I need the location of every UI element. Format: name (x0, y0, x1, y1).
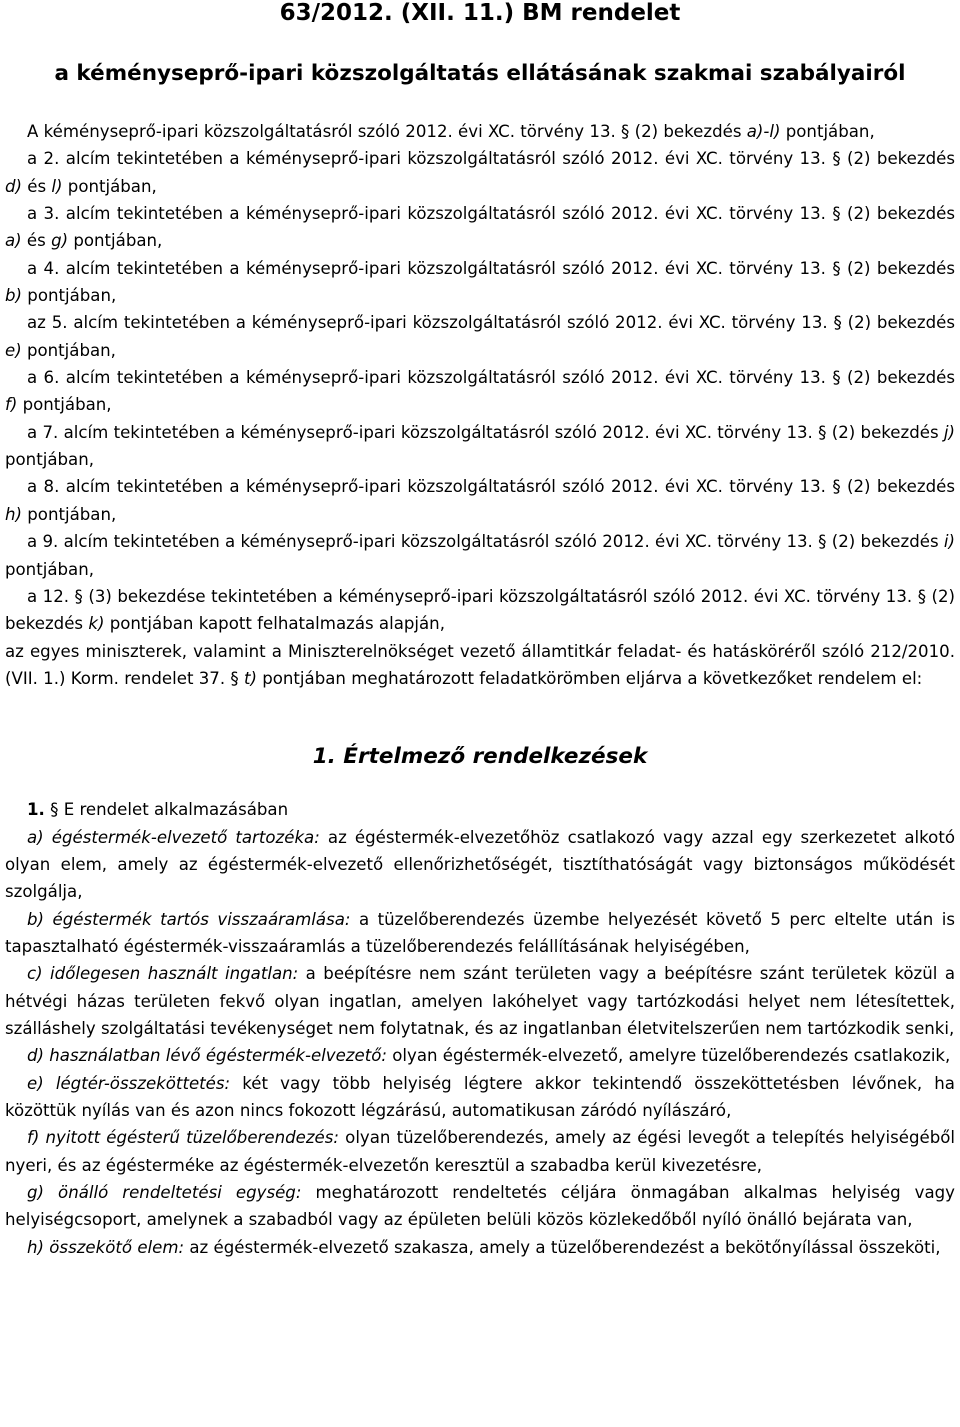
definition-term: a) égéstermék-elvezető tartozéka: (27, 827, 320, 847)
preamble (5, 118, 955, 692)
item-text: pontjában, (68, 231, 163, 251)
item-text: és (21, 231, 52, 251)
preamble-item (5, 419, 955, 474)
item-text: az 5. alcím tekintetében a kéményseprő-ipari közszolgáltatásról szóló 2012. évi XC. törvény 13. § (2) bekezdés (27, 313, 955, 333)
definition-term: g) önálló rendeltetési egység: (27, 1183, 302, 1203)
item-text: pontjában, (5, 450, 94, 470)
section-intro (5, 796, 955, 823)
item-text: a 2. alcím tekintetében a kéményseprő-ipari közszolgáltatásról szóló 2012. évi XC. törvény 13. § (2) bekezdés (27, 149, 955, 169)
item-text: a 3. alcím tekintetében a kéményseprő-ipari közszolgáltatásról szóló 2012. évi XC. törvény 13. § (2) bekezdés (27, 204, 955, 224)
point-reference: f) (5, 395, 18, 415)
definition-item (5, 1179, 955, 1234)
point-reference: g) (51, 231, 69, 251)
preamble-text: A kéményseprő-ipari közszolgáltatásról szóló 2012. évi XC. törvény 13. § (2) bekezdés (27, 122, 747, 141)
definition-text: két vagy több helyiség légtere akkor tekintendő összeköttetésben lévőnek, ha közöttük nyílás van és azon nincs fokozott légzárású, automatikusan záródó nyílászáró, (5, 1073, 955, 1120)
item-text: pontjában kapott felhatalmazás alapján, (104, 614, 445, 634)
item-text: pontjában, (5, 559, 94, 579)
item-text: a 12. § (3) bekezdése tekintetében a kéményseprő-ipari közszolgáltatásról szóló 2012. évi XC. törvény 13. § (2) bekezdés (5, 586, 955, 634)
definition-text: a beépítésre nem szánt területen vagy a beépítésre szánt területek közül a hétvégi házas területen fekvő olyan ingatlan, amelyen lakóhelyet vagy tartózkodási helyet nem létesítettek, szálláshely szolgáltatási tevékenységet nem folytatnak, és az ingatlanban életvitelszerűen nem tartózkodik senki, (5, 964, 955, 1038)
point-reference: l) (51, 176, 63, 196)
item-text: pontjában, (22, 286, 117, 306)
closing-text: pontjában meghatározott feladatkörömben eljárva a következőket rendelem el: (256, 668, 923, 688)
preamble-item (5, 200, 955, 255)
definition-term: h) összekötő elem: (27, 1237, 185, 1257)
document-title: 63/2012. (XII. 11.) BM rendelet (279, 0, 681, 26)
definition-item (5, 960, 955, 1042)
definition-term: c) időlegesen használt ingatlan: (27, 964, 299, 984)
preamble-item (5, 473, 955, 528)
definition-item (5, 906, 955, 961)
definition-term: f) nyitott égésterű tüzelőberendezés: (27, 1128, 339, 1148)
preamble-item (5, 364, 955, 419)
preamble-item (5, 528, 955, 583)
definition-item (5, 1042, 955, 1069)
definition-item (5, 824, 955, 906)
item-text: pontjában, (22, 504, 117, 524)
section-intro-text: § E rendelet alkalmazásában (44, 800, 289, 820)
point-reference: e) (5, 340, 22, 360)
definition-text: a tüzelőberendezés üzembe helyezését követő 5 perc elteltе után is tapasztalható égéstermék-visszaáramlás a tüzelőberendezés felállításának helyiségében, (5, 909, 956, 956)
definition-item (5, 1234, 955, 1261)
point-reference: a) (5, 231, 22, 251)
definition-text: az égéstermék-elvezetőhöz csatlakozó vagy azzal egy szerkezetet alkotó olyan elem, amely az égéstermék-elvezető ellenőrizhetőségét, tisztíthatóságát vagy biztonságos működését szolgálja, (5, 827, 955, 902)
definition-term: e) légtér-összeköttetés: (27, 1073, 231, 1093)
item-text: és (22, 176, 52, 196)
item-text: a 8. alcím tekintetében a kéményseprő-ipari közszolgáltatásról szóló 2012. évi XC. törvény 13. § (2) bekezdés (27, 477, 955, 497)
preamble-closing (5, 638, 955, 693)
definition-item (5, 1070, 955, 1125)
definitions-section (5, 796, 955, 1261)
preamble-item (5, 145, 955, 200)
point-reference: h) (5, 504, 22, 524)
preamble-paragraph (5, 118, 955, 145)
item-text: pontjában, (62, 176, 157, 196)
point-reference: d) (5, 176, 23, 196)
closing-text: az egyes miniszterek, valamint a Miniszterelnökséget vezető államtitkár feladat- és hatásköréről szóló 212/2010. (VII. 1.) Korm. rendelet 37. § (5, 641, 955, 688)
item-text: a 7. alcím tekintetében a kéményseprő-ipari közszolgáltatásról szóló 2012. évi XC. törvény 13. § (2) bekezdés (27, 422, 944, 442)
definition-text: meghatározott rendeltetés céljára önmagában alkalmas helyiség vagy helyiségcsoport, amelynek a szabadból vagy az épületen belüli közös közlekedőből nyíló önálló bejárata van, (5, 1183, 955, 1230)
preamble-text: pontjában, (780, 122, 875, 141)
item-text: pontjában, (21, 340, 116, 360)
point-reference: b) (5, 286, 23, 306)
item-text: a 9. alcím tekintetében a kéményseprő-ipari közszolgáltatásról szóló 2012. évi XC. törvény 13. § (2) bekezdés (27, 532, 944, 552)
document-subtitle: a kéményseprő-ipari közszolgáltatás ellátásának szakmai szabályairól (54, 61, 906, 86)
preamble-item (5, 583, 955, 638)
preamble-item (5, 255, 955, 310)
definition-text: az égéstermék-elvezető szakasza, amely a tüzelőberendezést a bekötőnyílással összeköti, (184, 1237, 941, 1257)
preamble-item (5, 309, 955, 364)
definition-term: b) égéstermék tartós visszaáramlása: (27, 909, 351, 929)
item-text: a 4. alcím tekintetében a kéményseprő-ipari közszolgáltatásról szóló 2012. évi XC. törvény 13. § (2) bekezdés (27, 258, 955, 278)
definition-term: d) használatban lévő égéstermék-elvezető: (27, 1046, 387, 1066)
definition-item (5, 1124, 955, 1179)
item-text: a 6. alcím tekintetében a kéményseprő-ipari közszolgáltatásról szóló 2012. évi XC. törvény 13. § (2) bekezdés (27, 368, 955, 388)
point-reference: k) (88, 614, 105, 634)
definition-text: olyan égéstermék-elvezető, amelyre tüzelőberendezés csatlakozik, (386, 1046, 951, 1066)
item-text: pontjában, (17, 395, 112, 415)
point-reference: a)-l) (746, 122, 781, 141)
point-reference: j) (943, 422, 955, 442)
point-reference: i) (943, 532, 955, 552)
definition-text: olyan tüzelőberendezés, amely az égési levegőt a telepítés helyiségéből nyeri, és az égésterméke az égéstermék-elvezetőn keresztül a szabadba kerül kivezetésre, (5, 1128, 955, 1175)
point-reference: t) (243, 668, 257, 688)
chapter-heading: 1. Értelmező rendelkezések (312, 744, 648, 770)
section-number: 1. (27, 800, 45, 820)
